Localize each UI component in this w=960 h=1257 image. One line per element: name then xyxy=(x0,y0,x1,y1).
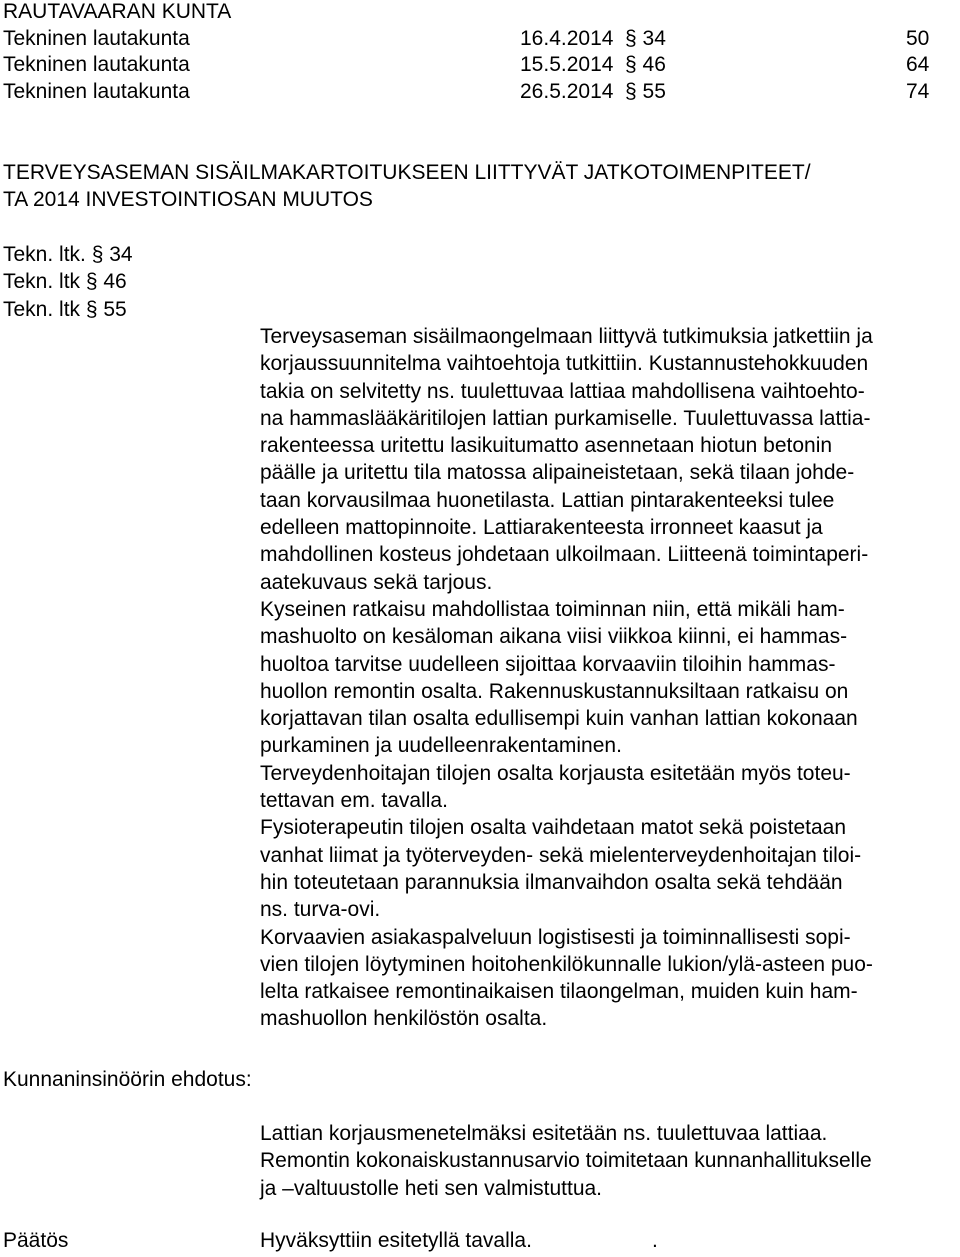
body-line: mashuolto on kesäloman aikana viisi viikkoa kiinni, ei hammas- xyxy=(260,625,848,649)
title-line: TERVEYSASEMAN SISÄILMAKARTOITUKSEEN LIITTYVÄT JATKOTOIMENPITEET/ xyxy=(3,161,811,184)
meeting-section: § 34 xyxy=(625,27,666,50)
meeting-date: 26.5.2014 xyxy=(520,80,614,103)
body-line: Terveysaseman sisäilmaongelmaan liittyvä tutkimuksia jatkettiin ja xyxy=(260,325,873,348)
body-line: korjaussuunnitelma vaihtoehtoja tutkittiin. Kustannustehokkuuden xyxy=(260,352,869,376)
reference-item: Tekn. ltk. § 34 xyxy=(3,243,133,266)
proposal-text xyxy=(260,1120,960,1202)
body-line: hin toteutetaan parannuksia ilmanvaihdon osalta sekä tehdään xyxy=(260,870,843,894)
meeting-page: 50 xyxy=(906,27,930,50)
body-line: Terveydenhoitajan tilojen osalta korjausta esitetään myös toteu- xyxy=(260,761,851,785)
body-line: päälle ja uritettu tila matossa alipaineistetaan, sekä tilaan johde- xyxy=(260,461,855,485)
reference-item: Tekn. ltk § 55 xyxy=(3,298,127,321)
meeting-body: Tekninen lautakunta xyxy=(3,80,190,103)
proposal-line: Lattian korjausmenetelmäksi esitetään ns. tuulettuvaa lattiaa. xyxy=(260,1122,828,1145)
body-line: huoltoa tarvitse uudelleen sijoittaa korvaaviin tiloihin hammas- xyxy=(260,652,836,676)
title-line: TA 2014 INVESTOINTIOSAN MUUTOS xyxy=(3,188,373,211)
body-line: ns. turva-ovi. xyxy=(260,898,381,922)
body-line: vanhat liimat ja työterveyden- sekä mielenterveydenhoitajan tiloi- xyxy=(260,843,862,867)
body-line: vien tilojen löytyminen hoitohenkilökunnalle lukion/ylä-asteen puo- xyxy=(260,952,873,976)
body-line: Kyseinen ratkaisu mahdollistaa toiminnan niin, että mikäli ham- xyxy=(260,597,845,621)
proposal-label: Kunnaninsinöörin ehdotus: xyxy=(3,1068,252,1091)
body-line: mashuollon henkilöstön osalta. xyxy=(260,1007,548,1031)
meeting-date: 15.5.2014 xyxy=(520,53,614,76)
body-line: purkaminen ja uudelleenrakentaminen. xyxy=(260,734,622,758)
meeting-page: 64 xyxy=(906,53,930,76)
meeting-body: Tekninen lautakunta xyxy=(3,27,190,50)
meeting-body: Tekninen lautakunta xyxy=(3,53,190,76)
body-line: Fysioterapeutin tilojen osalta vaihdetaan matot sekä poistetaan xyxy=(260,816,847,840)
body-line: edelleen mattopinnoite. Lattiarakenteesta irronneet kaasut ja xyxy=(260,516,823,540)
decision-label: Päätös xyxy=(3,1229,69,1252)
body-line: rakenteessa uritettu lasikuitumatto asennetaan hiotun betonin xyxy=(260,434,833,458)
decision-text: Hyväksyttiin esitetyllä tavalla. xyxy=(260,1229,532,1252)
proposal-line: Remontin kokonaiskustannusarvio toimitetaan kunnanhallitukselle xyxy=(260,1149,872,1173)
municipality-name: RAUTAVAARAN KUNTA xyxy=(3,0,232,23)
body-line: aatekuvaus sekä tarjous. xyxy=(260,570,493,594)
body-line: huollon remontin osalta. Rakennuskustannuksiltaan ratkaisu on xyxy=(260,679,849,703)
body-line: korjattavan tilan osalta edullisempi kuin vanhan lattian kokonaan xyxy=(260,707,858,731)
body-line: takia on selvitetty ns. tuulettuvaa lattiaa mahdollisena vaihtoehto- xyxy=(260,379,865,403)
proposal-line: ja –valtuustolle heti sen valmistuttua. xyxy=(260,1176,603,1200)
reference-item: Tekn. ltk § 46 xyxy=(3,270,127,293)
body-text xyxy=(260,323,960,1033)
body-line: taan korvausilmaa huonetilasta. Lattian pintarakenteeksi tulee xyxy=(260,488,835,512)
body-line: tettavan em. tavalla. xyxy=(260,789,448,813)
meeting-date: 16.4.2014 xyxy=(520,27,614,50)
body-line: lelta ratkaisee remontinaikaisen tilaongelman, muiden kuin ham- xyxy=(260,980,858,1004)
meeting-section: § 46 xyxy=(625,53,666,76)
meeting-page: 74 xyxy=(906,80,930,103)
body-line: na hammaslääkäritilojen lattian purkamiselle. Tuulettuvassa lattia- xyxy=(260,406,871,430)
body-line: mahdollinen kosteus johdetaan ulkoilmaan. Liitteenä toimintaperi- xyxy=(260,543,869,567)
body-line: Korvaavien asiakaspalveluun logistisesti ja toiminnallisesti sopi- xyxy=(260,925,851,949)
meeting-section: § 55 xyxy=(625,80,666,103)
decision-suffix: . xyxy=(652,1229,658,1252)
